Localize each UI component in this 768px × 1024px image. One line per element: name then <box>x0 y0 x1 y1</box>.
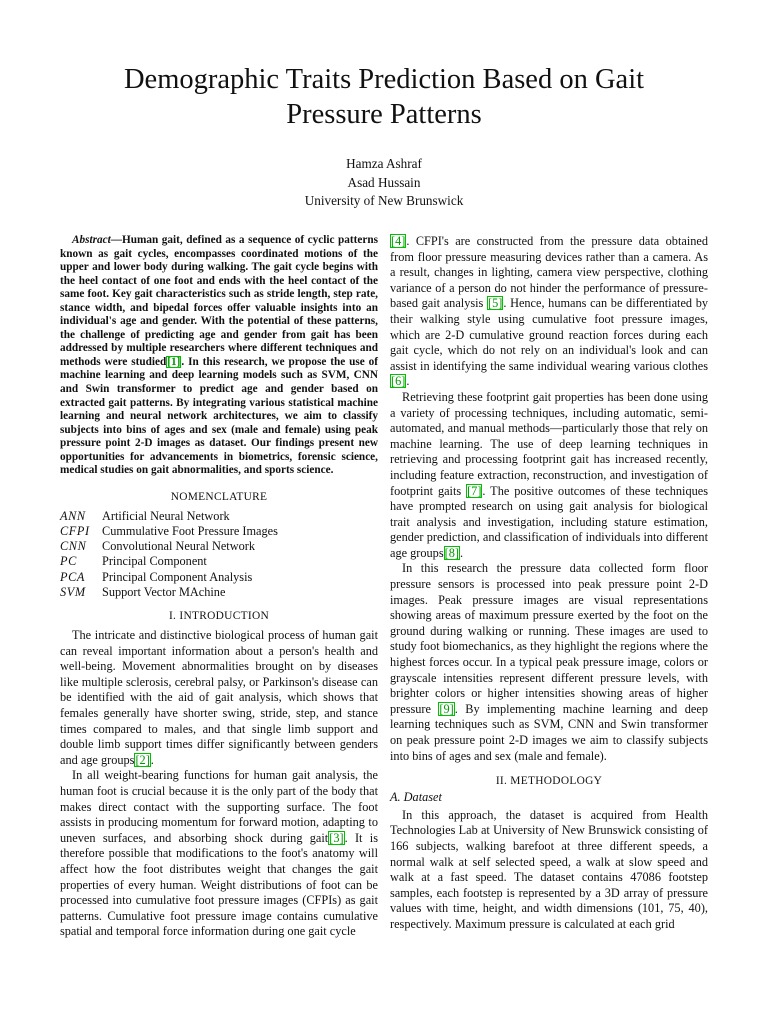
nomenclature-abbr: ANN <box>60 508 86 523</box>
abstract: Abstract—Human gait, defined as a sequence of cyclic patterns known as gait cycles, encompasses coordinated motions of the upper and lower body during walking. The gait cycle begins with the heel contact of one foot and ends with the heel contact of the same foot. Key gait characteristics such as stride length, step rate, stance width, and bipedal forces offer valuable insights into an individual's age and gender. With the potential of these patterns, the challenge of predicting age and gender from gait has been addressed by multiple researchers where different techniques and methods were studied[1]. In this research, we propose the use of machine learning and deep learning models such as SVM, CNN and Swin transformer to predict age and gender based on extracted gait patterns. By integrating various statistical machine learning and neural network architectures, we aim to classify subjects into bins of ages and sex (male and female) using peak pressure point 2-D images as dataset. Our findings present new opportunities for advancements in biometrics, forensic science, medical studies on gait abnormalities, and sports science. <box>60 234 379 477</box>
nomenclature-entry <box>60 539 378 554</box>
nomenclature-def: Cummulative Foot Pressure Images <box>102 524 278 539</box>
introduction-heading: I. INTRODUCTION <box>168 610 270 623</box>
abstract-label: Abstract <box>72 234 111 246</box>
nomenclature-list <box>60 509 378 600</box>
nomenclature-def: Support Vector MAchine <box>102 584 226 599</box>
nomenclature-def: Principal Component Analysis <box>102 569 253 584</box>
nomenclature-heading: NOMENCLATURE <box>170 490 268 503</box>
citation-link[interactable]: [9] <box>439 701 454 716</box>
title-line-2: Pressure Patterns <box>286 99 482 130</box>
nomenclature-abbr: PCA <box>60 569 86 584</box>
nomenclature-abbr: CFPI <box>60 524 90 539</box>
nomenclature-abbr: CNN <box>60 539 87 554</box>
nomenclature-def: Artificial Neural Network <box>102 508 230 523</box>
citation-link[interactable]: [4] <box>391 234 406 248</box>
nomenclature-abbr: PC <box>60 554 77 569</box>
intro-paragraph-4: In this research the pressure data collected form floor pressure sensors is processed into peak pressure point 2-D images. Peak pressure images are visual representations showing areas of maximum pressure exerted by the foot on the ground during walking or running. These images are used to study foot biomechanics, as they highlight the regions where the highest forces occur. In a typical peak pressure image, colors or grayscale intensities represent different pressure levels, with brighter colors or higher intensities showing areas of higher pressure [9]. By implementing machine learning and deep learning techniques such as SVM, CNN and Swin transformer on peak pressure point 2-D images we aim to classify subjects into bins of ages and sex (male and female). <box>390 561 708 763</box>
nomenclature-entry <box>60 585 378 600</box>
intro-paragraph-3: Retrieving these footprint gait properties has been done using a variety of processing techniques, including automatic, semi-automated, and manual methods—particularly those that rely on machine learning. The use of deep learning techniques in retrieving and processing footprint gait has increased recently, including feature extraction, reconstruction, and investigation of footprint gaits [7]. The positive outcomes of these techniques have prompted research on using gait analysis for biological trait analysis and investigation, including stature estimation, gender prediction, and classification of individuals into different age groups[8]. <box>390 389 708 560</box>
methodology-paragraph-1: In this approach, the dataset is acquired from Health Technologies Lab at University of New Brunswick consisting of 166 subjects, walking barefoot at three different speeds, a normal walk at self selected speed, a walk at slow speed and walk at a fast speed. The dataset contains 47086 footstep samples, each footstep is represented by a 3D array of pressure values with time, height, and width dimensions (101, 75, 40), respectively. Maximum pressure is calculated at each grid <box>390 807 708 931</box>
author-name: Hamza Ashraf <box>346 156 422 171</box>
paper-title <box>40 62 728 132</box>
left-column <box>60 234 378 940</box>
citation-link[interactable]: [5] <box>488 296 503 311</box>
author-block <box>0 155 768 211</box>
citation-link[interactable]: [8] <box>444 545 459 560</box>
nomenclature-entry <box>60 570 378 585</box>
citation-link[interactable]: [2] <box>135 752 150 767</box>
intro-paragraph-2-continued: [4]. CFPI's are constructed from the pressure data obtained from floor pressure measuring devices rather than a camera. As a result, changes in lighting, camera view perspective, clothing variance of a person do not hinder the performance of pressure-based gait analysis [5]. Hence, humans can be differentiated by their walking style using cumulative foot pressure images, which are 2-D cumulative ground reaction forces during each gait cycle, which do not rely on an individual's look and can assist in identifying the same individual wearing various clothes [6]. <box>390 234 708 389</box>
nomenclature-entry <box>60 509 378 524</box>
citation-link[interactable]: [7] <box>467 483 482 498</box>
nomenclature-entry <box>60 554 378 569</box>
methodology-heading: II. METHODOLOGY <box>495 775 603 788</box>
right-column <box>390 234 708 933</box>
title-line-1: Demographic Traits Prediction Based on Gait <box>123 64 645 95</box>
subsection-heading: A. Dataset <box>390 790 442 805</box>
nomenclature-def: Principal Component <box>102 554 207 569</box>
citation-link[interactable]: [3] <box>329 830 344 845</box>
nomenclature-abbr: SVM <box>60 584 86 599</box>
citation-link[interactable]: [1] <box>167 355 181 368</box>
affiliation: University of New Brunswick <box>304 193 464 209</box>
intro-paragraph-2: In all weight-bearing functions for human gait analysis, the human foot is crucial because it is the only part of the body that makes direct contact with the supporting surface. The foot assists in producing momentum for forward motion, adapting to uneven surfaces, and absorbing shock during gait[3]. It is therefore possible that modifications to the foot's anatomy will affect how the foot distributes weight that changes the gait properties of every human. Weight distributions of foot can be processed into cumulative foot pressure images (CFPIs) as gait patterns. Cumulative foot pressure image contains cumulative spatial and temporal force information during one gait cycle <box>60 768 378 939</box>
intro-paragraph-1: The intricate and distinctive biological process of human gait can reveal important information about a person's health and well-being. Movement abnormalities brought on by diseases like multiple sclerosis, cerebral palsy, or Parkinson's disease can be identified with the aid of gait analysis, which shows that females generally have shorter swing, stride, step, and stance times compared to males, and that single limb support and double limb support times differ significantly between genders and age groups[2]. <box>60 628 378 767</box>
author-name: Asad Hussain <box>347 174 421 190</box>
citation-link[interactable]: [6] <box>391 374 406 389</box>
nomenclature-def: Convolutional Neural Network <box>102 539 255 554</box>
nomenclature-entry <box>60 524 378 539</box>
